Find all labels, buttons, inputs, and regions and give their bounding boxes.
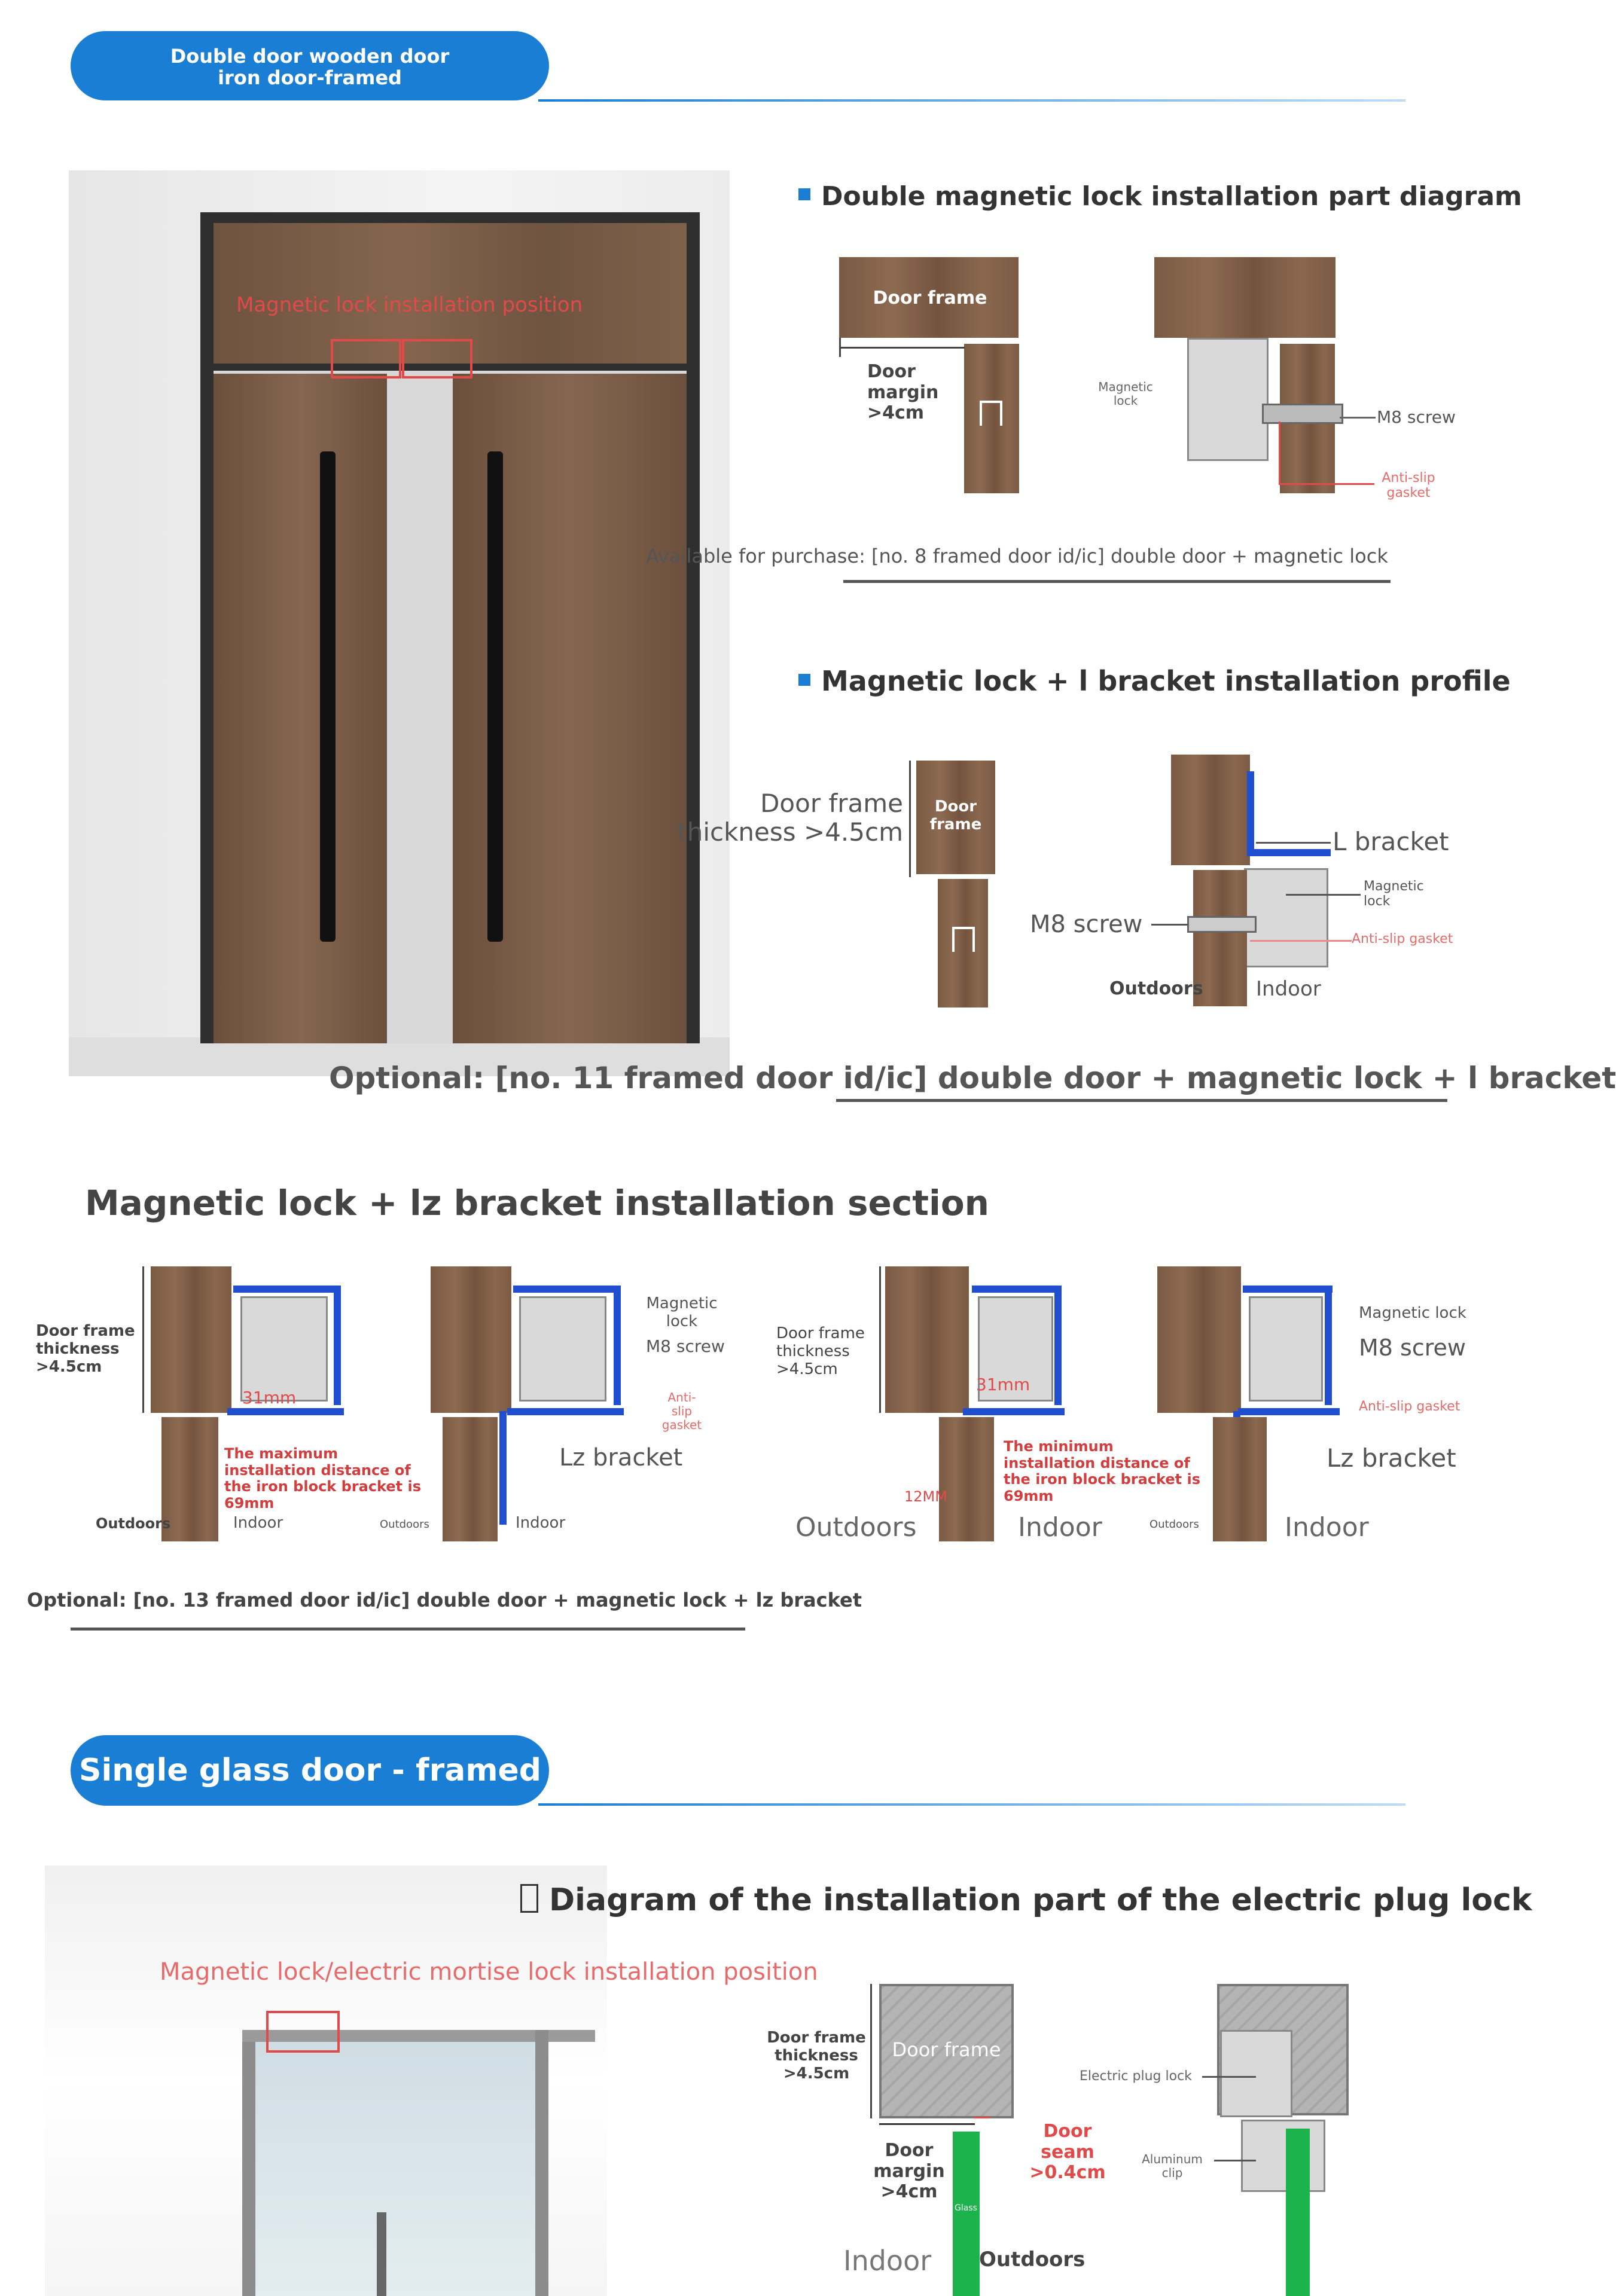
- diagram1-caption-underline: [843, 580, 1391, 583]
- lz-frame-block: [151, 1266, 231, 1413]
- lz4-bracket-top: [1243, 1286, 1333, 1293]
- section-tag-glass-door: [71, 1735, 549, 1859]
- glass-pane: [953, 2132, 980, 2296]
- glass-label: Glass: [955, 2203, 977, 2213]
- lz4-bracket-bottom: [1238, 1408, 1340, 1415]
- plug-thickness-line: [870, 1984, 872, 2118]
- magnetic-lock-label: Magnetic lock: [1098, 380, 1153, 408]
- lz-caption-underline: [71, 1628, 745, 1631]
- l-bracket-leader: [1256, 842, 1331, 844]
- diagram2-title-text: Magnetic lock + l bracket installation profile: [821, 665, 1511, 697]
- plug-indoor-label: Indoor: [843, 2245, 932, 2277]
- lz-frame-block-2: [431, 1266, 511, 1413]
- diagram2-caption-underline: [836, 1099, 1447, 1102]
- diagram2-caption: Optional: [no. 11 framed door id/ic] double door + magnetic lock + l bracket: [329, 1061, 1616, 1095]
- lz2-bracket-leg: [499, 1411, 507, 1525]
- gasket-leader-h: [1279, 483, 1374, 485]
- lz2-indoor-label: Indoor: [516, 1514, 566, 1532]
- lz4-door-block: [1213, 1417, 1267, 1541]
- plug-lock-leader: [1202, 2076, 1256, 2078]
- indoor-label: Indoor: [1256, 977, 1321, 1001]
- diagram2-title: [798, 665, 1511, 697]
- section-rule-2: [538, 1803, 1405, 1806]
- plug-margin-line: [879, 2123, 975, 2125]
- gasket-leader-2: [1250, 940, 1352, 942]
- lz3-dim-31: 31mm: [976, 1375, 1030, 1394]
- aluminum-clip-body: [1241, 2120, 1325, 2192]
- anti-slip-gasket-label-2: Anti-slip gasket: [1352, 932, 1453, 947]
- section-rule: [538, 99, 1405, 102]
- lz2-bracket-side: [614, 1286, 621, 1405]
- lz-door-block-2: [443, 1417, 498, 1541]
- lz-thickness-line: [142, 1266, 144, 1413]
- right-handle: [487, 451, 503, 942]
- electric-plug-lock-body: [1220, 2030, 1292, 2117]
- lz-indoor-label: Indoor: [233, 1514, 283, 1532]
- lock-position-box-right: [402, 339, 472, 378]
- plug-door-frame-label: Door frame: [892, 2038, 1001, 2061]
- diagram1-caption: Available for purchase: [no. 8 framed door id/ic] double door + magnetic lock: [646, 545, 1388, 567]
- lock-position-label: Magnetic lock installation position: [236, 293, 583, 317]
- lz2-lock-body: [519, 1296, 606, 1402]
- lz2-outdoors-label: Outdoors: [380, 1518, 429, 1531]
- plug-seam-mark: [974, 2117, 990, 2118]
- magnetic-lock-body-2: [1244, 868, 1328, 967]
- plug-lock-title-text: Diagram of the installation part of the electric plug lock: [549, 1882, 1532, 1918]
- magnetic-lock-label-2: Magnetic lock: [1364, 879, 1424, 909]
- lz3-door-block: [939, 1417, 994, 1541]
- glass-tag-text: Single glass door - framed on: [79, 1752, 541, 1859]
- lz-max-note: The maximum installation distance of the iron block bracket is 69mm: [224, 1445, 421, 1512]
- section-tag-text: Double door wooden door iron door-framed: [170, 45, 450, 89]
- lz3-thickness-line: [879, 1266, 881, 1413]
- plug-lock-title: [520, 1882, 1532, 1918]
- lz3-bracket-side: [1054, 1286, 1062, 1405]
- door-margin-label: Door margin >4cm: [867, 361, 939, 423]
- lz-dim-31: 31mm: [242, 1388, 297, 1407]
- aluminum-clip-leader: [1214, 2160, 1256, 2161]
- lz2-bracket-top: [513, 1286, 621, 1293]
- anti-slip-gasket-label: Anti-slip gasket: [1382, 471, 1435, 501]
- lz-frame-thickness-label: Door frame thickness >4.5cm: [36, 1322, 135, 1376]
- door-margin-line: [839, 347, 965, 349]
- lz3-frame-block: [885, 1266, 969, 1413]
- m8-screw-shape: [1262, 404, 1343, 424]
- lz-lock-body: [240, 1296, 328, 1402]
- l-bracket-horizontal: [1247, 849, 1331, 856]
- door-seam-label: Door seam >0.4cm: [1029, 2121, 1106, 2183]
- lz3-door-dim: 12MM: [904, 1488, 947, 1505]
- lz3-frame-thickness-label: Door frame thickness >4.5cm: [776, 1324, 865, 1378]
- plug-frame-thickness-label: Door frame thickness >4.5cm: [767, 2029, 866, 2083]
- lz3-bracket-top: [972, 1286, 1062, 1293]
- door-margin-tick-l: [839, 338, 841, 357]
- outdoors-label: Outdoors: [1109, 978, 1203, 999]
- m8-screw-leader: [1340, 417, 1376, 419]
- glass-lock-position-label: Magnetic lock/electric mortise lock installation position: [160, 1958, 818, 1986]
- m8-screw-leader-2: [1151, 924, 1188, 926]
- m8-screw-shape-2: [1187, 916, 1257, 933]
- lock-position-box-left: [331, 339, 401, 378]
- magnetic-lock-leader: [1286, 894, 1361, 896]
- glass-pane-2: [1286, 2129, 1310, 2296]
- lz3-indoor-label: Indoor: [1018, 1512, 1102, 1543]
- lz4-bracket-side: [1325, 1286, 1332, 1405]
- door-frame-label: Door frame: [873, 288, 987, 309]
- lz3-bracket-bottom: [963, 1408, 1065, 1415]
- lz2-m8-screw-label: M8 screw: [646, 1336, 725, 1356]
- electric-plug-lock-label: Electric plug lock: [1080, 2069, 1192, 2084]
- checkbox-icon: [520, 1884, 538, 1913]
- bullet-square-icon-2: [798, 674, 810, 686]
- double-door-photo: [69, 170, 730, 1076]
- lz4-m8-screw-label: M8 screw: [1359, 1335, 1466, 1361]
- lz-bracket-side: [334, 1286, 341, 1405]
- thickness-dimension-line: [909, 761, 911, 877]
- lz4-outdoors-label: Outdoors: [1150, 1518, 1199, 1531]
- lock-slot-icon: [980, 401, 1002, 426]
- glass-lock-box: [266, 2011, 340, 2053]
- plug-door-margin-label: Door margin >4cm: [873, 2140, 945, 2202]
- lz2-gasket-label: Anti-slip gasket: [661, 1390, 702, 1432]
- l-bracket-label: L bracket: [1333, 827, 1449, 856]
- door-frame-block-2: [1154, 257, 1336, 338]
- lz4-gasket-label: Anti-slip gasket: [1359, 1399, 1461, 1414]
- m8-screw-label-2: M8 screw: [1030, 911, 1143, 938]
- lz-bracket-bottom: [227, 1408, 344, 1415]
- glass-panel: [255, 2042, 535, 2296]
- glass-door-photo: [45, 1866, 607, 2296]
- lz3-outdoors-label: Outdoors: [795, 1512, 917, 1543]
- lock-slot-icon-2: [952, 927, 975, 952]
- glass-handle: [377, 2212, 386, 2296]
- lz4-lock-body: [1249, 1296, 1323, 1402]
- lz2-magnetic-lock-label: Magnetic lock: [646, 1294, 718, 1330]
- lz2-bracket-label: Lz bracket: [559, 1444, 683, 1471]
- lz4-bracket-label: Lz bracket: [1327, 1443, 1456, 1473]
- lz-caption: Optional: [no. 13 framed door id/ic] double door + magnetic lock + lz bracket: [27, 1589, 862, 1611]
- l-bracket-vertical: [1247, 771, 1254, 855]
- lz2-bracket-bottom: [507, 1408, 624, 1415]
- plug-outdoors-label: Outdoors: [979, 2248, 1086, 2271]
- magnetic-lock-body: [1187, 338, 1269, 461]
- diagram1-title-text: Double magnetic lock installation part diagram: [821, 181, 1522, 212]
- glass-frame-right: [535, 2030, 548, 2296]
- lz4-indoor-label: Indoor: [1285, 1512, 1369, 1543]
- lz-section-title: Magnetic lock + lz bracket installation section: [85, 1183, 989, 1223]
- lz4-magnetic-lock-label: Magnetic lock: [1359, 1304, 1466, 1322]
- frame-thickness-label: Door frame thickness >4.5cm: [677, 789, 903, 847]
- section-tag-double-door: [71, 31, 549, 100]
- door-frame-label-3: Door frame: [929, 798, 982, 833]
- gasket-leader-v: [1279, 422, 1280, 484]
- aluminum-clip-label: Aluminum clip: [1142, 2152, 1203, 2180]
- lz3-min-note: The minimum installation distance of the iron block bracket is 69mm: [1004, 1438, 1200, 1504]
- lz-outdoors-label: Outdoors: [96, 1515, 171, 1532]
- lz-bracket-top: [233, 1286, 341, 1293]
- bullet-square-icon: [798, 188, 810, 200]
- m8-screw-label: M8 screw: [1377, 407, 1456, 427]
- left-door-leaf: [214, 374, 387, 1043]
- left-handle: [320, 451, 336, 942]
- glass-frame-left: [242, 2030, 255, 2296]
- lz4-frame-block: [1157, 1266, 1241, 1413]
- diagram1-title: [798, 181, 1522, 212]
- door-frame-block-4: [1171, 755, 1250, 865]
